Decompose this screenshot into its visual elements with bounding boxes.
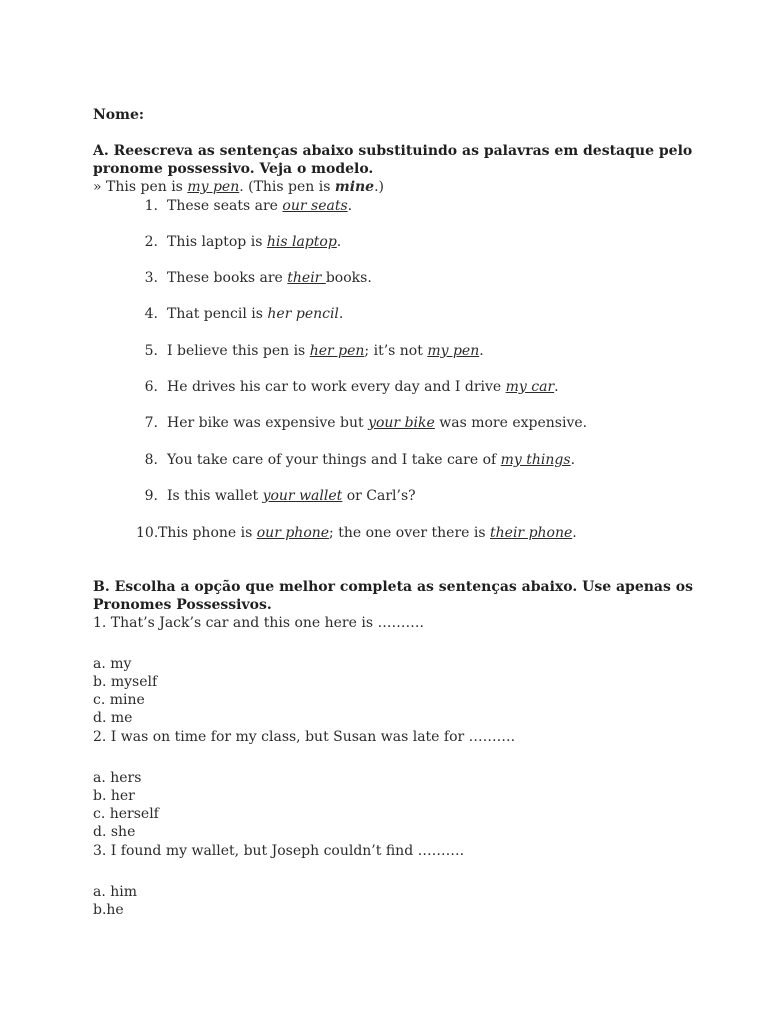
exercise-number: 7. [144,415,158,431]
answer-option: b.he [93,902,124,918]
sentence-text: That pencil is [167,306,268,322]
sentence-text: ; the one over there is [329,525,491,541]
exercise-number: 2. [144,234,158,250]
sentence-text: He drives his car to work every day and I drive [167,379,506,395]
section-b-heading-line1: B. Escolha a opção que melhor completa as sentenças abaixo. Use apenas os [93,579,693,595]
sentence-text: . [554,379,559,395]
answer-option: c. mine [93,692,145,708]
section-a-heading-line1: A. Reescreva as sentenças abaixo substituindo as palavras em destaque pelo [93,143,693,159]
exercise-number: 6. [144,379,158,395]
sentence-text: . [479,343,484,359]
answer-option: b. myself [93,674,158,690]
answer-option: d. me [93,710,133,726]
exercise-number: 8. [144,452,158,468]
highlighted-phrase: our seats [282,198,348,214]
sentence-text: . [336,234,342,250]
highlighted-phrase: my things [500,452,571,468]
model-highlight: my pen [187,179,240,195]
exercise-item [136,451,575,469]
highlighted-phrase: her pen [309,343,365,359]
exercise-item [136,487,416,505]
answer-option: b. her [93,788,135,804]
highlighted-phrase: her pencil [267,306,339,322]
answer-option: a. him [93,884,138,900]
exercise-number: 5. [144,343,158,359]
model-answer: mine [334,179,375,195]
exercise-number: 9. [144,488,158,504]
answer-option: a. hers [93,770,142,786]
sentence-text: . [338,306,344,322]
sentence-text: These books are [167,270,288,286]
sentence-text: . [570,452,576,468]
model-middle: . (This pen is [239,179,335,195]
answer-option: c. herself [93,806,159,822]
question-text: 2. I was on time for my class, but Susan was late for ………. [93,729,516,745]
sentence-text: or Carl’s? [342,488,416,504]
model-suffix: .) [374,179,385,195]
exercise-number: 4. [144,306,158,322]
model-prefix: » This pen is [93,179,188,195]
sentence-text: . [347,198,353,214]
highlighted-phrase: my pen [427,343,480,359]
exercise-number: 3. [144,270,158,286]
sentence-text: Is this wallet [167,488,263,504]
exercise-item [136,197,352,215]
highlighted-phrase: their phone [490,525,573,541]
sentence-text: You take care of your things and I take care of [167,452,501,468]
answer-option: d. she [93,824,136,840]
answer-option: a. my [93,656,132,672]
highlighted-phrase: your wallet [262,488,343,504]
section-a-heading-line2: pronome possessivo. Veja o modelo. [93,161,374,177]
name-label: Nome: [93,107,145,123]
exercise-item [136,378,559,396]
exercise-item [136,414,587,432]
sentence-text: These seats are [167,198,283,214]
sentence-text: I believe this pen is [167,343,310,359]
model-sentence [93,178,384,196]
highlighted-phrase: your bike [368,415,435,431]
sentence-text: This phone is [158,525,257,541]
exercise-number: 1. [144,198,158,214]
highlighted-phrase: my car [505,379,555,395]
sentence-text: was more expensive. [434,415,588,431]
exercise-item [136,233,341,251]
question-text: 3. I found my wallet, but Joseph couldn’t find ………. [93,843,465,859]
exercise-item [136,269,372,287]
sentence-text: This laptop is [167,234,267,250]
highlighted-phrase: our phone [256,525,330,541]
section-b-heading-line2: Pronomes Possessivos. [93,597,272,613]
highlighted-phrase: his laptop [266,234,337,250]
sentence-text: Her bike was expensive but [167,415,369,431]
exercise-number: 10. [136,525,159,541]
question-text: 1. That’s Jack’s car and this one here is ………. [93,615,424,631]
highlighted-phrase: their [287,270,326,286]
exercise-item [136,305,343,323]
sentence-text: ; it’s not [364,343,428,359]
exercise-item [136,342,484,360]
sentence-text: books. [325,270,372,286]
exercise-item [136,524,577,542]
sentence-text: . [572,525,577,541]
